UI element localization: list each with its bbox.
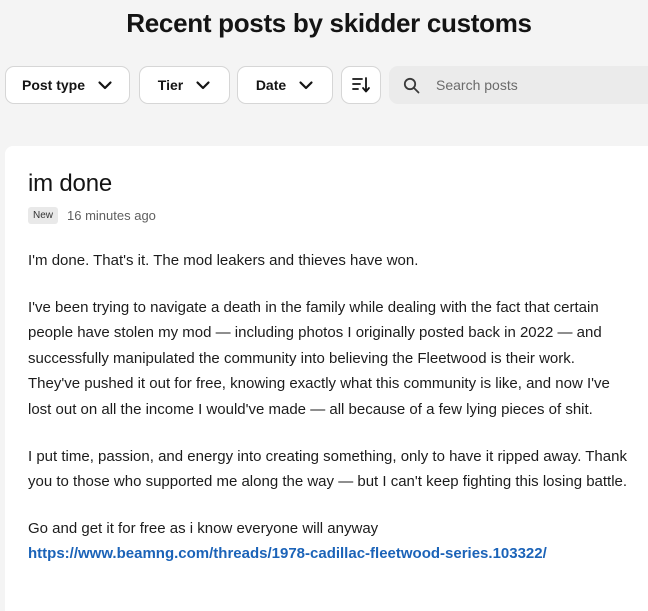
page-title: Recent posts by skidder customs xyxy=(126,8,532,38)
post-type-filter-button[interactable] xyxy=(5,66,130,104)
search-input[interactable] xyxy=(434,76,638,94)
tier-filter-button[interactable] xyxy=(139,66,230,104)
tier-filter-label: Tier xyxy=(157,77,184,93)
post-timestamp: 16 minutes ago xyxy=(67,208,156,223)
post-paragraph: I've been trying to navigate a death in the family while dealing with the fact that certain people have stolen my mod — including photos I originally posted back in 2022 — and successfully manipulated the community into believing the Fleetwood is their work. They've pushed it out for free, knowing exactly what this community is like, and now I've lost out on all the income I would've made — all because of a few lying pieces of shit. xyxy=(28,298,610,418)
search-box[interactable] xyxy=(389,66,648,104)
sort-button[interactable] xyxy=(341,66,381,104)
post-title[interactable]: im done xyxy=(28,170,112,197)
chevron-down-icon xyxy=(195,77,211,93)
post-paragraph: I'm done. That's it. The mod leakers and thieves have won. xyxy=(28,252,419,269)
post-body xyxy=(28,248,628,567)
search-icon xyxy=(403,77,420,94)
date-filter-label: Date xyxy=(255,77,287,93)
post-paragraph: Go and get it for free as i know everyone will anyway xyxy=(28,519,379,537)
post-meta xyxy=(28,207,648,224)
post-link[interactable]: https://www.beamng.com/threads/1978-cadillac-fleetwood-series.103322/ xyxy=(28,545,547,563)
post-paragraph: I put time, passion, and energy into creating something, only to have it ripped away. Thank you to those who supported me along the way — but I can't keep fighting this losing battle. xyxy=(28,447,628,491)
sort-icon xyxy=(351,75,371,95)
chevron-down-icon xyxy=(298,77,314,93)
post-card xyxy=(5,146,648,611)
date-filter-button[interactable] xyxy=(237,66,333,104)
new-badge: New xyxy=(28,207,58,224)
post-type-filter-label: Post type xyxy=(21,77,85,93)
filter-bar xyxy=(5,66,648,106)
chevron-down-icon xyxy=(97,77,113,93)
